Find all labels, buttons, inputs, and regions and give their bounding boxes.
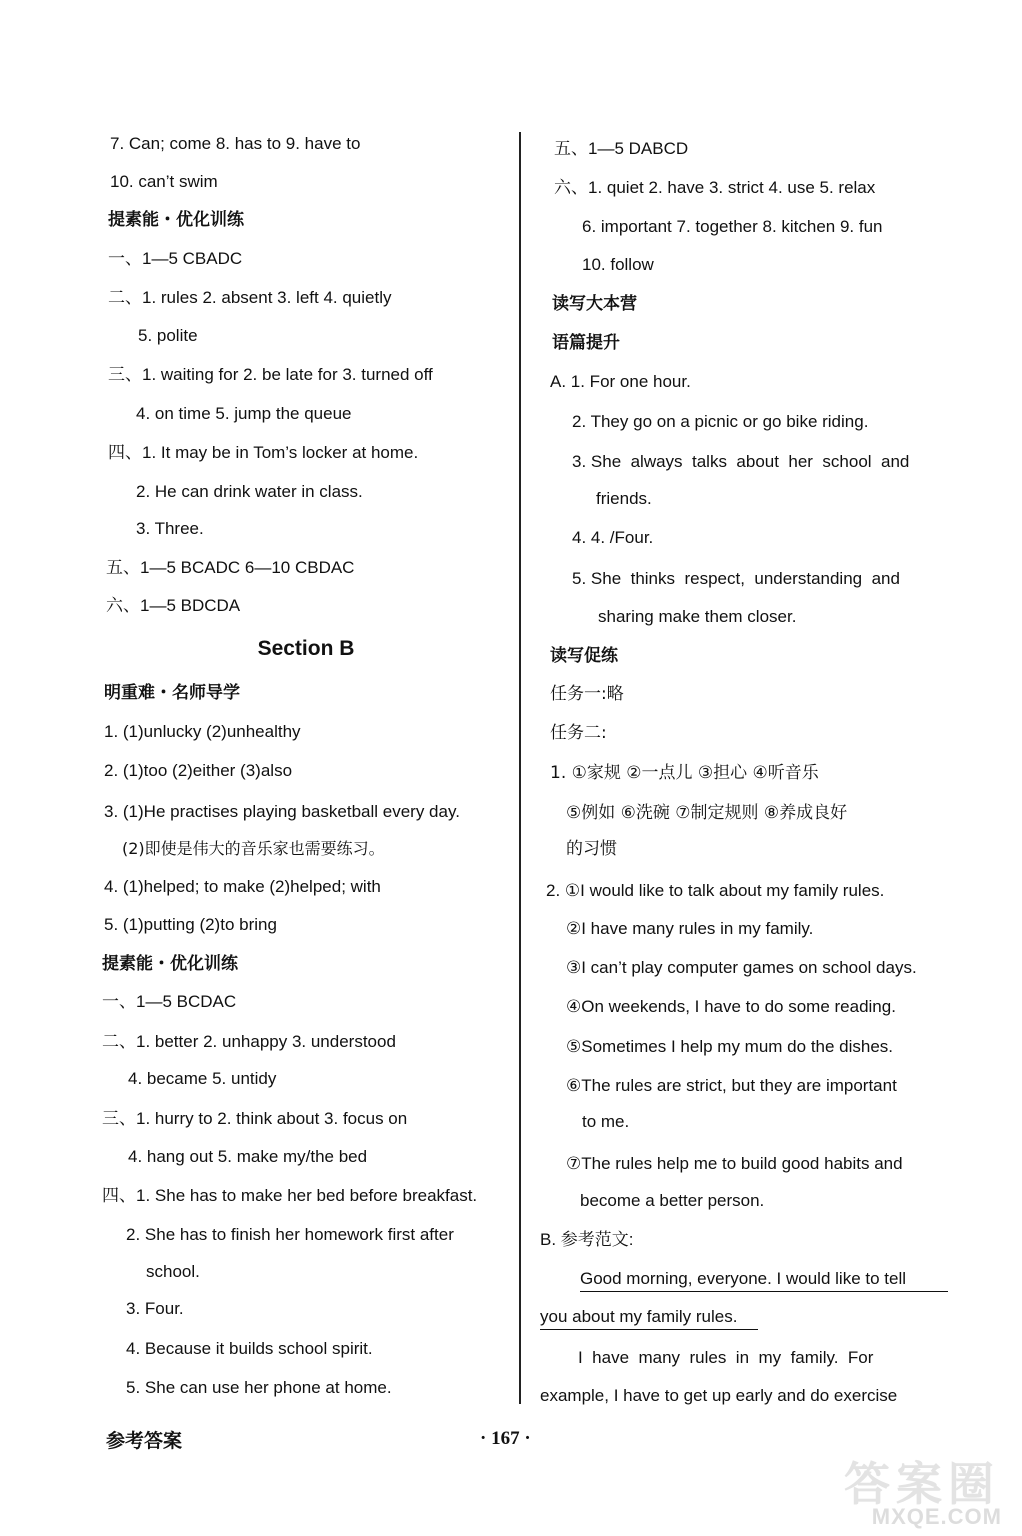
site-watermark (832, 1448, 1008, 1532)
subsection-heading: 读写促练 (550, 646, 618, 665)
answer-line: 四、1. She has to make her bed before breakfast. (102, 1186, 478, 1205)
underline (580, 1291, 948, 1292)
answer-line: school. (146, 1262, 200, 1281)
answer-line: 3. (1)He practises playing basketball every day. (104, 802, 460, 821)
answer-line: 2. She has to finish her homework first after (126, 1225, 454, 1244)
answer-line: ⑦The rules help me to build good habits and (566, 1154, 903, 1173)
answer-line: 4. hang out 5. make my/the bed (128, 1147, 368, 1166)
column-divider (519, 132, 521, 1404)
answer-line: 的习惯 (566, 839, 617, 859)
answer-line: B. 参考范文: (540, 1230, 634, 1249)
page-number: · 167 · (480, 1428, 531, 1449)
answer-line: ⑤Sometimes I help my mum do the dishes. (566, 1037, 894, 1056)
subsection-heading: 读写大本营 (552, 294, 637, 313)
answer-line: to me. (582, 1112, 630, 1131)
answer-line: 2. ①I would like to talk about my family rules. (546, 881, 885, 900)
answer-line: A. 1. For one hour. (550, 372, 691, 391)
sample-essay-line: you about my family rules. (540, 1307, 738, 1326)
answer-line: 二、1. better 2. unhappy 3. understood (102, 1032, 396, 1051)
answer-line: 10. follow (582, 255, 654, 274)
answer-line: 1. ①家规 ②一点儿 ③担心 ④听音乐 (550, 763, 819, 783)
answer-line: 任务二: (550, 723, 607, 743)
answer-line: ③I can’t play computer games on school days. (566, 958, 917, 977)
sample-essay-line: Good morning, everyone. I would like to tell (580, 1269, 907, 1288)
answer-line: 2. They go on a picnic or go bike riding. (572, 412, 869, 431)
answer-line: 4. Because it builds school spirit. (126, 1339, 373, 1358)
answer-line: 5. She thinks respect, understanding and (572, 569, 900, 588)
answer-line: 六、1. quiet 2. have 3. strict 4. use 5. relax (554, 178, 876, 197)
answer-line: become a better person. (580, 1191, 765, 1210)
answer-line: 5. She can use her phone at home. (126, 1378, 392, 1397)
answer-line: ⑥The rules are strict, but they are important (566, 1076, 897, 1095)
answer-line: 六、1—5 BDCDA (106, 596, 241, 615)
watermark-logo-text: 答案圈 (844, 1457, 1000, 1511)
answer-line: 5. (1)putting (2)to bring (104, 915, 277, 934)
answer-line: 3. She always talks about her school and (572, 452, 910, 471)
subsection-heading: 提素能・优化训练 (102, 954, 238, 973)
answer-line: ④On weekends, I have to do some reading. (566, 997, 896, 1016)
sample-essay-line: example, I have to get up early and do exercise (540, 1386, 898, 1405)
answer-line: 二、1. rules 2. absent 3. left 4. quietly (108, 288, 392, 307)
watermark-url: MXQE.COM (871, 1504, 1002, 1529)
answer-line: friends. (596, 489, 652, 508)
answer-line: 四、1. It may be in Tom’s locker at home. (108, 443, 419, 462)
answer-line: 3. Three. (136, 519, 204, 538)
answer-line: 一、1—5 CBADC (108, 249, 243, 268)
answer-line: 6. important 7. together 8. kitchen 9. fun (582, 217, 883, 236)
answer-line: 一、1—5 BCDAC (102, 992, 237, 1011)
answer-line: (2)即使是伟大的音乐家也需要练习。 (122, 839, 385, 858)
answer-line: ②I have many rules in my family. (566, 919, 814, 938)
answer-line: 4. on time 5. jump the queue (136, 404, 352, 423)
answer-line: 4. (1)helped; to make (2)helped; with (104, 877, 381, 896)
footer-label: 参考答案 (106, 1430, 183, 1452)
answer-line: 10. can’t swim (110, 172, 218, 191)
answer-line: 4. became 5. untidy (128, 1069, 277, 1088)
answer-line: ⑤例如 ⑥洗碗 ⑦制定规则 ⑧养成良好 (566, 803, 848, 823)
answer-line: 2. He can drink water in class. (136, 482, 363, 501)
sample-essay-line: I have many rules in my family. For (578, 1348, 874, 1367)
answer-line: 五、1—5 DABCD (554, 139, 689, 158)
answer-line: 三、1. hurry to 2. think about 3. focus on (102, 1109, 408, 1128)
section-title: Section B (257, 637, 355, 660)
answer-line: 5. polite (138, 326, 198, 345)
answer-line: 2. (1)too (2)either (3)also (104, 761, 293, 780)
answer-line: sharing make them closer. (598, 607, 797, 626)
subsection-heading: 提素能・优化训练 (108, 210, 244, 229)
answer-line: 7. Can; come 8. has to 9. have to (110, 134, 361, 153)
underline (540, 1329, 758, 1330)
subsection-heading: 语篇提升 (552, 333, 620, 352)
answer-line: 1. (1)unlucky (2)unhealthy (104, 722, 301, 741)
answer-line: 任务一:略 (550, 684, 624, 704)
answer-line: 五、1—5 BCADC 6—10 CBDAC (106, 558, 355, 577)
answer-line: 4. 4. /Four. (572, 528, 654, 547)
answer-line: 3. Four. (126, 1299, 184, 1318)
subsection-heading: 明重难・名师导学 (104, 683, 240, 702)
answer-line: 三、1. waiting for 2. be late for 3. turned off (108, 365, 433, 384)
